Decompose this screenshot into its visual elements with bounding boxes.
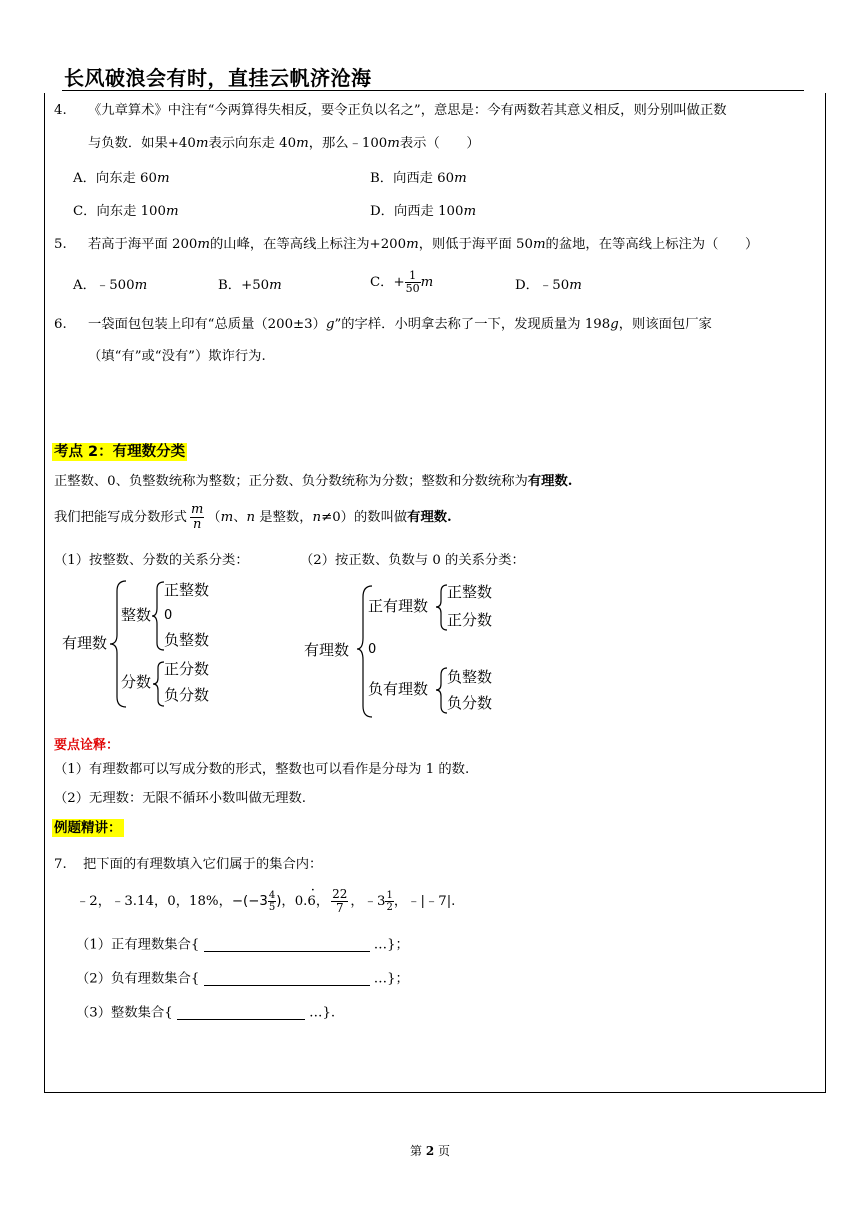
q4-line1: 《九章算术》中注有“今两算得失相反，要令正负以名之”，意思是：今有两数若其意义相反，则分别叫做正数 (88, 103, 727, 118)
q4-line2: 与负数．如果+40m表示向东走 40m，那么﹣100m表示（ ） (88, 136, 480, 151)
q5-line1: 若高于海平面 200m的山峰，在等高线上标注为+200m，则低于海平面 50m的盆地，在等高线上标注为（ ） (88, 237, 759, 252)
section-para2: 我们把能写成分数形式 $\frac{m}{n}$ （m、n 是整数，n≠0）的数叫做有理数. (54, 502, 452, 533)
d2-positive-integer: 正整数 (447, 583, 493, 601)
q5-option-a: A．﹣500m (73, 278, 148, 293)
page-footer: 第 2 页 (409, 1144, 451, 1158)
q7-number: 7. (54, 857, 67, 872)
classification-2-label: （2）按正数、负数与 0 的关系分类： (300, 553, 525, 568)
d1-fraction: 分数 (121, 673, 152, 691)
d1-negative-integer: 负整数 (164, 631, 210, 649)
d2-negative-rational: 负有理数 (368, 680, 429, 698)
note-1: （1）有理数都可以写成分数的形式，整数也可以看作是分母为 1 的数. (54, 762, 470, 777)
negative-set-blank[interactable] (204, 971, 370, 986)
q4-option-c: C．向东走 100m (73, 204, 179, 219)
d2-zero: 0 (368, 642, 377, 657)
d1-negative-fraction: 负分数 (164, 686, 210, 704)
q7-set-integer: （3）整数集合{ …}. (76, 1005, 336, 1021)
q4-option-a: A．向东走 60m (73, 171, 170, 186)
q5-option-c: C．+ $\frac{1}{50}$ m (370, 269, 434, 296)
classification-1-label: （1）按整数、分数的关系分类： (54, 553, 249, 568)
q7-numbers: ﹣2，﹣3.14，0，18%，−(−3 $\frac{4}{5}$ )，0.6 · ， $\frac{22}{7}$ ，﹣3 $\frac{1}{2}$ ，﹣|﹣7|. (76, 883, 456, 916)
d2-positive-fraction: 正分数 (447, 611, 493, 629)
q7-set-negative: （2）负有理数集合{ …}； (76, 971, 409, 987)
q5-option-d: D．﹣50m (515, 278, 582, 293)
d2-positive-rational: 正有理数 (368, 597, 429, 615)
d1-integer: 整数 (121, 606, 152, 624)
q4-option-b: B．向西走 60m (370, 171, 467, 186)
q6-line1: 一袋面包包装上印有“总质量（200±3）g”的字样．小明拿去称了一下，发现质量为 198g，则该面包厂家 (88, 317, 712, 332)
q7-set-positive: （1）正有理数集合{ …}； (76, 937, 409, 953)
section-para1: 正整数、0、负整数统称为整数；正分数、负分数统称为分数；整数和分数统称为有理数. (54, 474, 573, 489)
d1-root: 有理数 (62, 634, 108, 652)
page-header: 长风破浪会有时，直挂云帆济沧海 (64, 66, 372, 90)
d1-positive-fraction: 正分数 (164, 660, 210, 678)
q6-number: 6. (54, 317, 67, 332)
note-2: （2）无理数：无限不循环小数叫做无理数. (54, 791, 307, 806)
d2-root: 有理数 (304, 641, 350, 659)
d2-negative-fraction: 负分数 (447, 694, 493, 712)
q5-option-b: B．+50m (218, 278, 282, 293)
d1-zero: 0 (164, 608, 173, 623)
q5-number: 5. (54, 237, 67, 252)
notes-title: 要点诠释： (54, 738, 120, 753)
examples-title: 例题精讲： (54, 820, 122, 836)
positive-set-blank[interactable] (204, 937, 370, 952)
q4-number: 4. (54, 103, 67, 118)
q6-line2: （填“有”或“没有”）欺诈行为. (88, 349, 266, 364)
d1-positive-integer: 正整数 (164, 581, 210, 599)
integer-set-blank[interactable] (177, 1005, 305, 1020)
d2-negative-integer: 负整数 (447, 668, 493, 686)
section-title: 考点 2：有理数分类 (54, 444, 186, 460)
q4-option-d: D．向西走 100m (370, 204, 477, 219)
q7-line1: 把下面的有理数填入它们属于的集合内： (83, 857, 323, 872)
